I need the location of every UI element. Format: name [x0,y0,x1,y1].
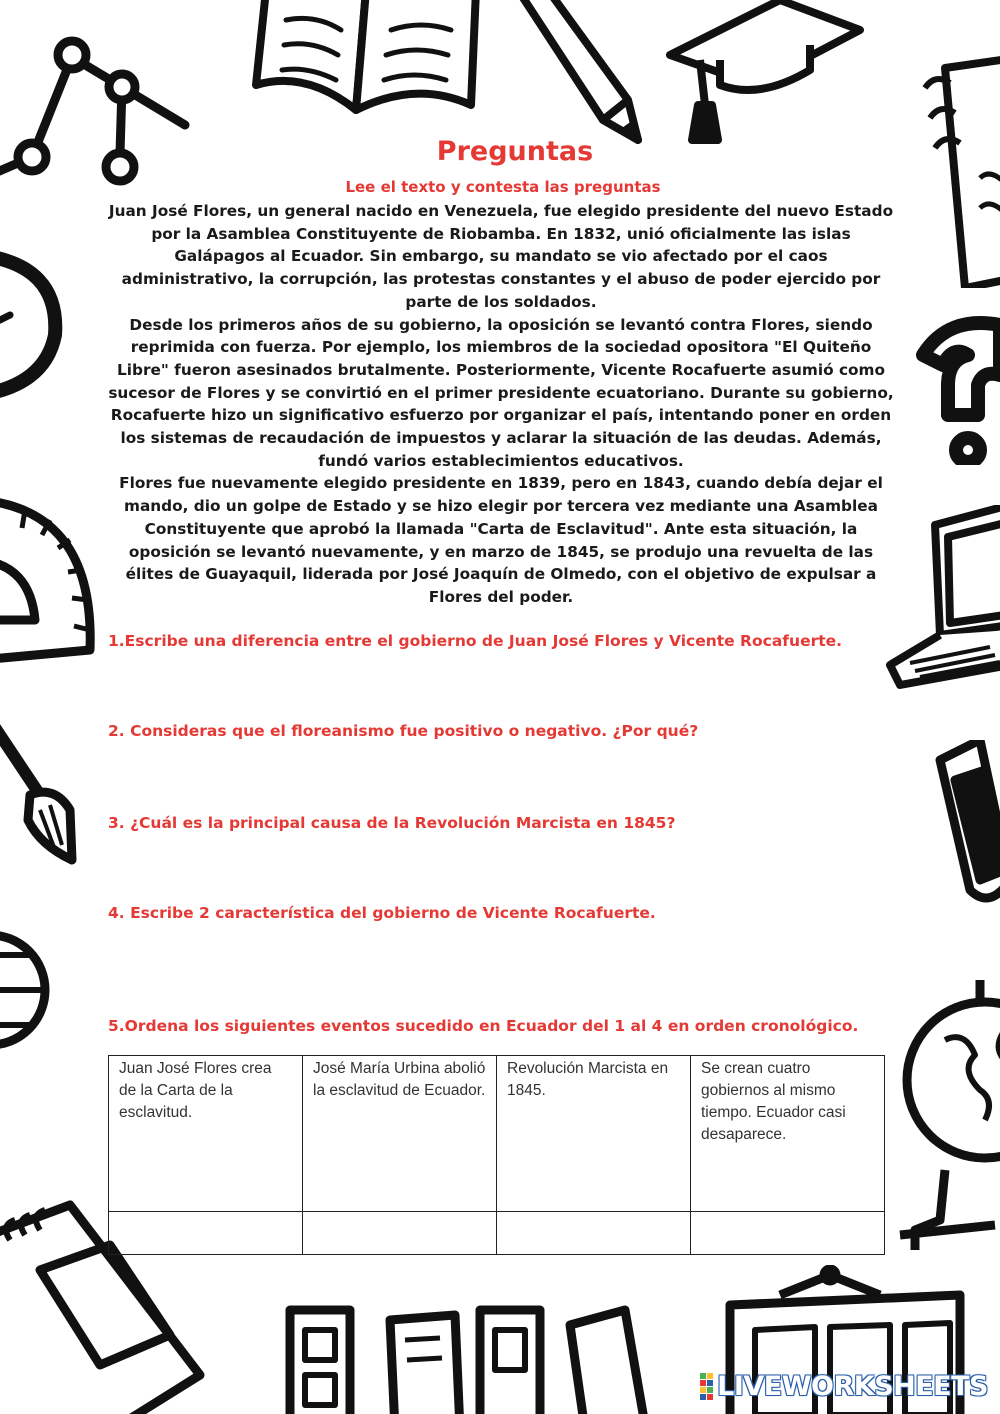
table-row [109,1056,885,1212]
globe-small-icon [0,930,50,1080]
question-5: 5.Ordena los siguientes eventos sucedido en Ecuador del 1 al 4 en orden cronológico. [108,1017,859,1035]
graduation-cap-icon [660,0,870,150]
event-cell-1: Juan José Flores crea de la Carta de la esclavitud. [109,1056,303,1212]
order-input-2[interactable] [303,1212,496,1254]
notepad-icon [905,48,1000,288]
laptop-icon [880,505,1000,695]
answer-cell-4 [691,1212,885,1255]
answer-cell-2 [303,1212,497,1255]
answer-cell-1 [109,1212,303,1255]
books-icon [280,1300,660,1414]
event-cell-3: Revolución Marcista en 1845. [497,1056,691,1212]
instructions-subtitle: Lee el texto y contesta las preguntas [345,178,661,196]
question-3: 3. ¿Cuál es la principal causa de la Revolución Marcista en 1845? [108,814,676,832]
page-title: Preguntas [436,136,594,167]
protractor-icon [0,490,100,680]
liveworksheets-logo-icon [700,1373,713,1400]
reading-paragraph: Flores fue nuevamente elegido presidente en 1839, pero en 1843, cuando debía dejar el mando, dio un golpe de Estado y se hizo elegir por tercera vez mediante una Asamblea Constituyente que aprobó la llamada "Carta de Esclavitud". Ante esta situación, la oposición se levantó nuevamente, y en marzo de 1845, se produjo una revuelta de las élites de Guayaquil, liderada por José Joaquín de Olmedo, con el objetivo de expulsar a Flores del poder. [119,474,883,606]
open-book-icon [246,0,486,140]
question-1: 1.Escribe una diferencia entre el gobierno de Juan José Flores y Vicente Rocafuerte. [108,632,843,650]
table-row [109,1212,885,1255]
chronology-table [108,1055,885,1255]
watermark-text: LIVEWORKSHEETS [717,1371,988,1402]
liveworksheets-watermark [700,1371,988,1402]
question-2: 2. Consideras que el floreanismo fue positivo o negativo. ¿Por qué? [108,722,699,740]
question-4: 4. Escribe 2 característica del gobierno de Vicente Rocafuerte. [108,904,656,922]
reading-paragraph: Desde los primeros años de su gobierno, la oposición se levantó contra Flores, siendo reprimida con fuerza. Por ejemplo, los miembros de la sociedad opositora "El Quiteño Libre" fueron asesinados brutalmente. Posteriormente, Vicente Rocafuerte asumió como sucesor de Flores y se convirtió en el primer presidente ecuatoriano. Durante su gobierno, Rocafuerte hizo un significativo esfuerzo por organizar el país, intentando poner en orden los sistemas de recaudación de impuestos y aclarar la situación de las deudas. Además, fundó varios establecimientos educativos. [108,315,894,470]
event-cell-2: José María Urbina abolió la esclavitud de Ecuador. [303,1056,497,1212]
protractor-top-icon [0,235,80,405]
test-tube-icon [930,740,1000,910]
reading-passage [108,200,894,609]
pencil-icon [508,0,648,150]
molecule-icon [0,15,200,195]
globe-icon [885,970,1000,1250]
order-input-4[interactable] [691,1212,884,1254]
event-cell-4: Se crean cuatro gobiernos al mismo tiempo. Ecuador casi desaparece. [691,1056,885,1212]
answer-cell-3 [497,1212,691,1255]
paintbrush-icon [0,710,80,870]
question-mark-icon [908,315,1000,465]
reading-paragraph: Juan José Flores, un general nacido en Venezuela, fue elegido presidente del nuevo Estado por la Asamblea Constituyente de Riobamba. En 1832, unió oficialmente las islas Galápagos al Ecuador. Sin embargo, su mandato se vio afectado por el caos administrativo, la corrupción, las protestas constantes y el abuso de poder ejercido por parte de los soldados. [108,202,894,311]
order-input-3[interactable] [497,1212,690,1254]
order-input-1[interactable] [109,1212,302,1254]
